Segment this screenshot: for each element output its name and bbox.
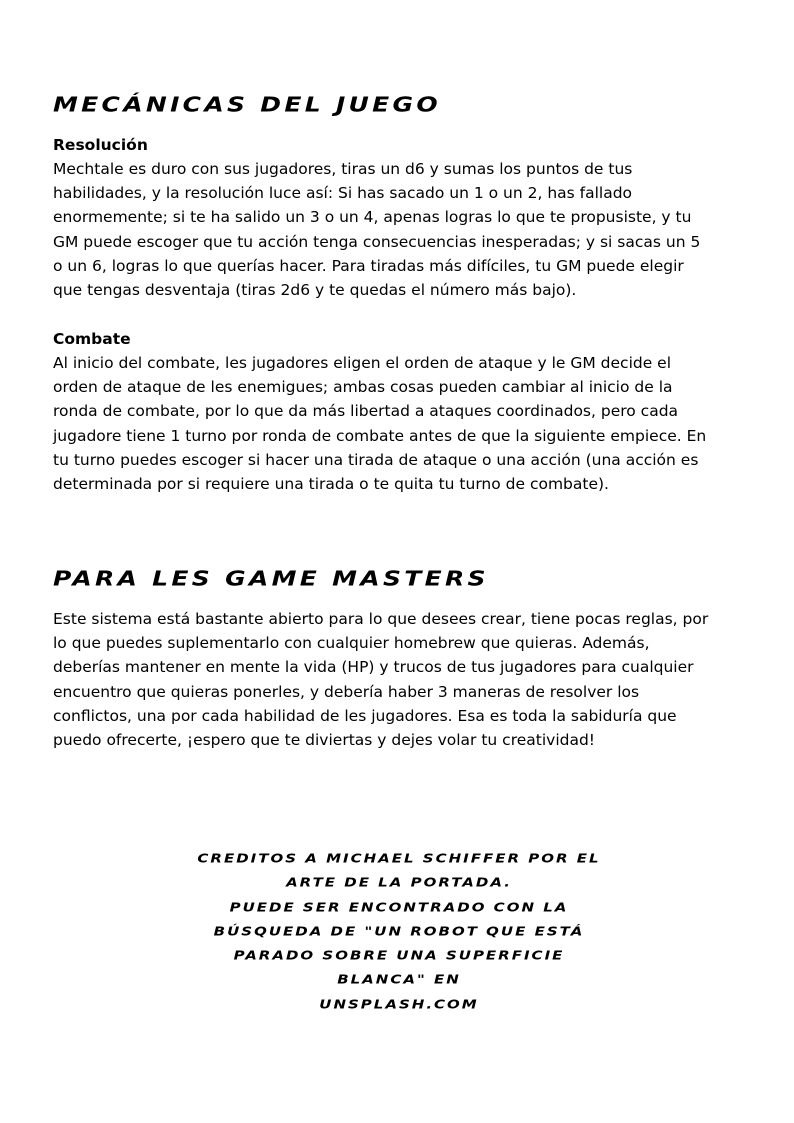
text-line: deberías mantener en mente la vida (HP) y trucos de tus jugadores para cualquier: [53, 658, 694, 677]
text-line: orden de ataque de les enemigues; ambas cosas pueden cambiar al inicio de la: [53, 378, 673, 397]
text-line: o un 6, logras lo que querías hacer. Para tiradas más difíciles, tu GM puede elegir: [53, 256, 684, 275]
credits-line: BLANCA" EN: [337, 971, 461, 988]
text-line: que tengas desventaja (tiras 2d6 y te quedas el número más bajo).: [53, 281, 577, 300]
section-heading-mecanicas: MECÁNICAS DEL JUEGO: [53, 92, 441, 117]
credits-block: [99, 846, 699, 1016]
credits-line: UNSPLASH.COM: [319, 996, 479, 1012]
text-line: tu turno puedes escoger si hacer una tirada de ataque o una acción (una acción es: [53, 450, 699, 469]
text-line: GM puede escoger que tu acción tenga consecuencias inesperadas; y si sacas un 5: [53, 232, 701, 251]
credits-line: PARADO SOBRE UNA SUPERFICIE: [233, 947, 565, 963]
paragraph-resolucion: [53, 157, 753, 302]
text-line: ronda de combate, por lo que da más libertad a ataques coordinados, pero cada: [53, 402, 679, 421]
credits-line: BÚSQUEDA DE "UN ROBOT QUE ESTÁ: [213, 923, 585, 939]
text-line: puedo ofrecerte, ¡espero que te diviertas y dejes volar tu creatividad!: [53, 731, 596, 750]
credits-line: PUEDE SER ENCONTRADO CON LA: [229, 898, 569, 915]
paragraph-game-masters: [53, 607, 753, 752]
text-line: jugadore tiene 1 turno por ronda de combate antes de que la siguiente empiece. En: [53, 426, 707, 445]
text-line: determinada por si requiere una tirada o te quita tu turno de combate).: [53, 475, 609, 494]
text-line: habilidades, y la resolución luce así: Si has sacado un 1 o un 2, has fallado: [53, 184, 633, 203]
paragraph-combate: [53, 351, 753, 496]
text-line: conflictos, una por cada habilidad de les jugadores. Esa es toda la sabiduría que: [53, 706, 677, 725]
text-line: Este sistema está bastante abierto para lo que desees crear, tiene pocas reglas, por: [53, 610, 709, 628]
credits-line: CREDITOS A MICHAEL SCHIFFER POR EL: [197, 850, 601, 866]
text-line: lo que puedes suplementarlo con cualquier homebrew que quieras. Además,: [53, 634, 650, 653]
text-line: Mechtale es duro con sus jugadores, tiras un d6 y sumas los puntos de tus: [53, 160, 633, 178]
text-line: encuentro que quieras ponerles, y debería haber 3 maneras de resolver los: [53, 682, 640, 701]
subsection-title-combate: Combate: [53, 330, 131, 348]
text-line: Al inicio del combate, les jugadores eligen el orden de ataque y le GM decide el: [53, 354, 672, 372]
text-line: enormemente; si te ha salido un 3 o un 4, apenas logras lo que te propusiste, y tu: [53, 208, 692, 227]
section-heading-game-masters: PARA LES GAME MASTERS: [53, 566, 489, 591]
credits-line: ARTE DE LA PORTADA.: [286, 874, 512, 890]
subsection-title-resolucion: Resolución: [53, 136, 148, 154]
